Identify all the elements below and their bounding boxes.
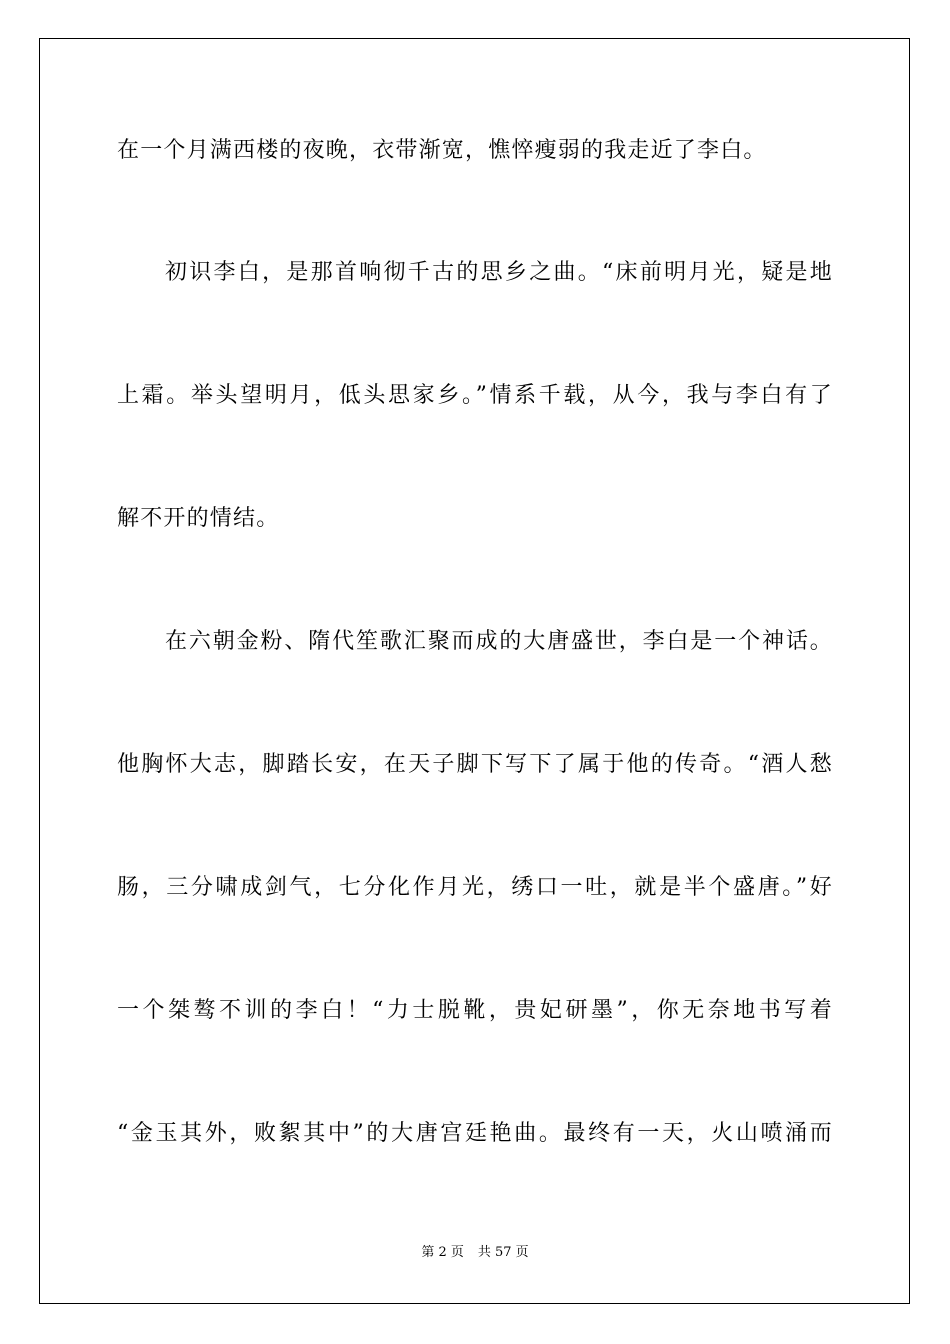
page-frame: [39, 38, 910, 1304]
text-line-5: 在六朝金粉、隋代笙歌汇聚而成的大唐盛世，李白是一个神话。: [165, 629, 833, 654]
text-line-2: 初识李白，是那首响彻千古的思乡之曲。“床前明月光，疑是地: [165, 260, 833, 285]
page-footer: [0, 1245, 950, 1261]
text-line-8: 一个桀骜不训的李白！“力士脱靴，贵妃研墨”，你无奈地书写着: [117, 998, 833, 1023]
page-number: 第 2 页: [421, 1245, 464, 1260]
text-line-9: “金玉其外，败絮其中”的大唐宫廷艳曲。最终有一天，火山喷涌而: [117, 1121, 833, 1146]
page-total: 共 57 页: [477, 1245, 529, 1260]
text-line-1: 在一个月满西楼的夜晚，衣带渐宽，憔悴瘦弱的我走近了李白。: [117, 138, 767, 163]
text-line-4: 解不开的情结。: [117, 506, 280, 531]
text-line-3: 上霜。举头望明月，低头思家乡。”情系千载，从今，我与李白有了: [117, 383, 833, 408]
text-line-6: 他胸怀大志，脚踏长安，在天子脚下写下了属于他的传奇。“酒人愁: [117, 752, 833, 777]
text-line-7: 肠，三分啸成剑气，七分化作月光，绣口一吐，就是半个盛唐。”好: [117, 875, 833, 900]
